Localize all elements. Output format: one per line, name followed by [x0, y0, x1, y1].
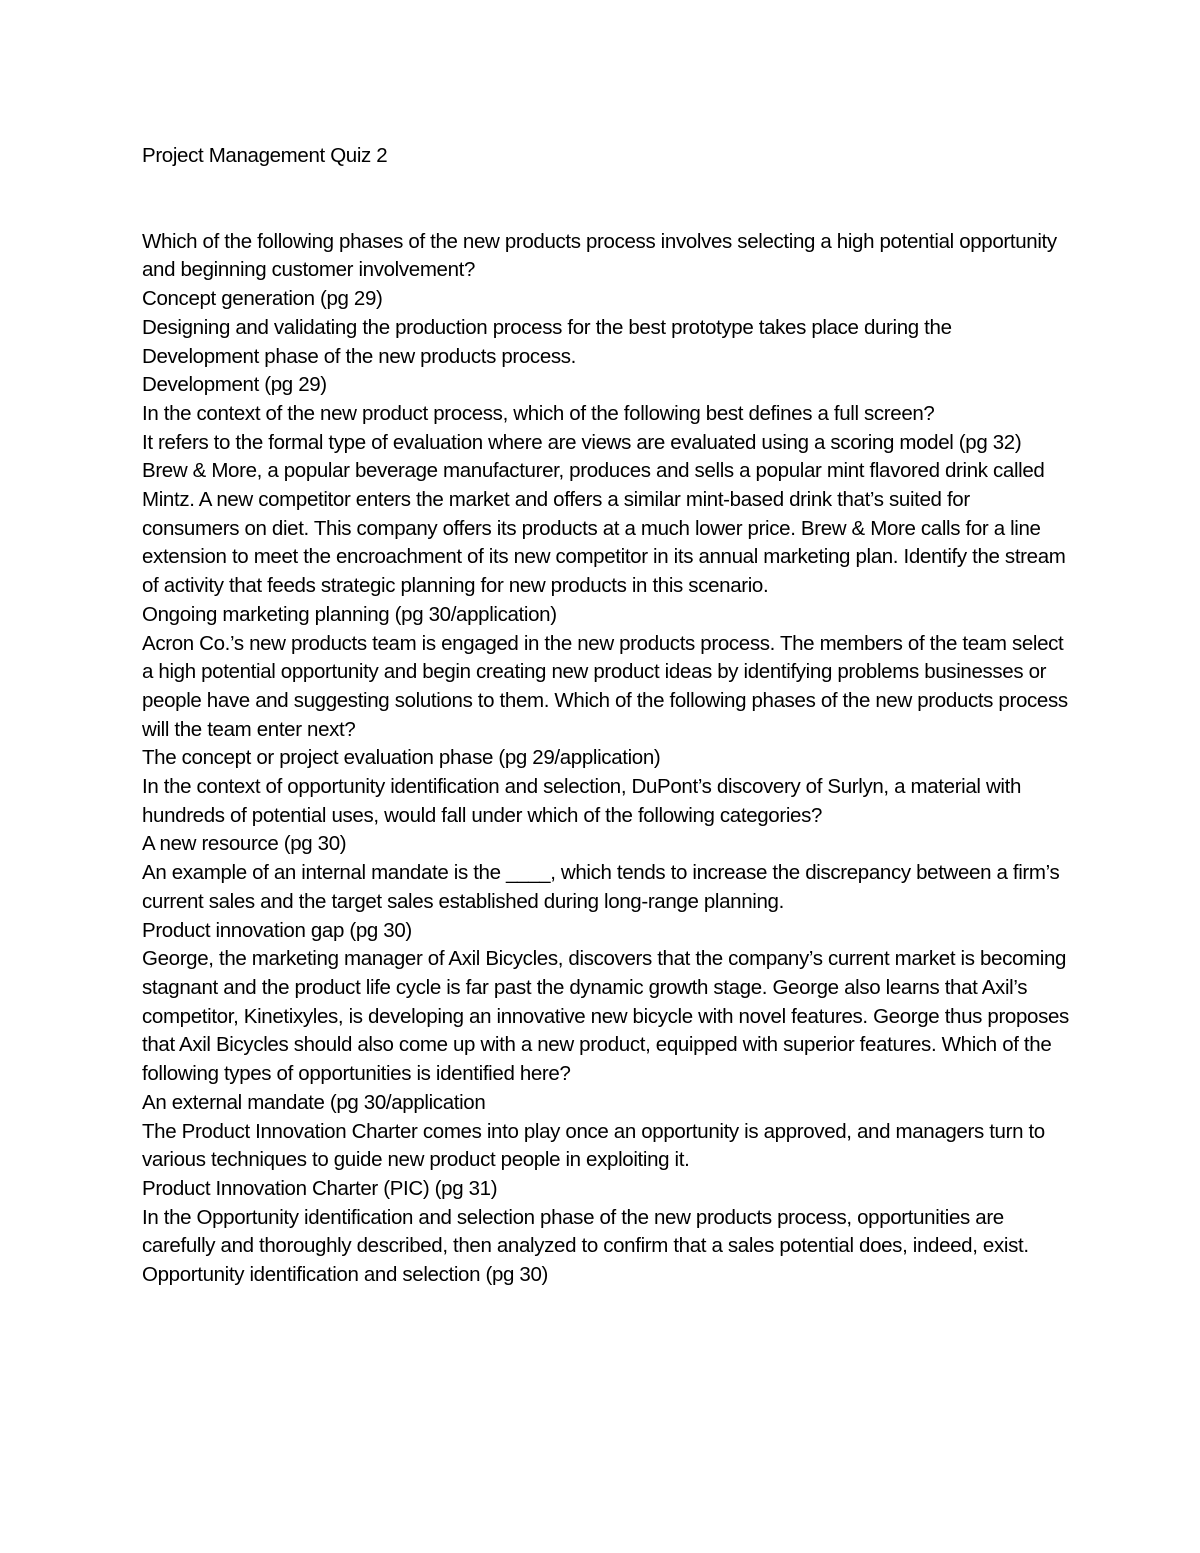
answer-1: Concept generation (pg 29): [142, 287, 383, 311]
answer-6: A new resource (pg 30): [142, 832, 347, 856]
question-2: Designing and validating the production process for the best prototype takes place during the Development phase of the new products process.: [142, 315, 952, 368]
question-7: An example of an internal mandate is the ____, which tends to increase the discrepancy between a firm’s current sales and the target sales established during long-range planning.: [142, 861, 1060, 913]
answer-7: Product innovation gap (pg 30): [142, 918, 412, 942]
question-9: The Product Innovation Charter comes into play once an opportunity is approved, and managers turn to various techniques to guide new product people in exploiting it.: [142, 1119, 1045, 1172]
question-3: In the context of the new product process, which of the following best defines a full screen?: [142, 401, 935, 425]
answer-2: Development (pg 29): [142, 373, 327, 397]
answer-4: Ongoing marketing planning (pg 30/application): [142, 602, 557, 626]
question-8: George, the marketing manager of Axil Bicycles, discovers that the company’s current market is becoming stagnant and the product life cycle is far past the dynamic growth stage. George also learns that Axil’s competitor, Kinetixyles, is developing an innovative new bicycle with novel features. George thus proposes that Axil Bicycles should also come up with a new product, equipped with superior features. Which of the following types of opportunities is identified here?: [142, 947, 1069, 1086]
question-10: In the Opportunity identification and selection phase of the new products process, opportunities are carefully and thoroughly described, then analyzed to confirm that a sales potential does, indeed, exist.: [142, 1205, 1029, 1258]
answer-9: Product Innovation Charter (PIC) (pg 31): [142, 1176, 498, 1200]
answer-3: It refers to the formal type of evaluation where are views are evaluated using a scoring model (pg 32): [142, 430, 1022, 454]
answer-10: Opportunity identification and selection (pg 30): [142, 1263, 548, 1287]
question-4: Brew & More, a popular beverage manufacturer, produces and sells a popular mint flavored drink called Mintz. A new competitor enters the market and offers a similar mint-based drink that’s suited for consumers on diet. This company offers its products at a much lower price. Brew & More calls for a line extension to meet the encroachment of its new competitor in its annual marketing plan. Identify the stream of activity that feeds strategic planning for new products in this scenario.: [142, 459, 1066, 598]
question-6: In the context of opportunity identification and selection, DuPont’s discovery of Surlyn, a material with hundreds of potential uses, would fall under which of the following categories?: [142, 775, 1022, 827]
question-5: Acron Co.’s new products team is engaged in the new products process. The members of the team select a high potential opportunity and begin creating new product ideas by identifying problems businesses or people have and suggesting solutions to them. Which of the following phases of the new products process will the team enter next?: [142, 631, 1068, 741]
document-content: [142, 142, 1072, 1290]
document-title: Project Management Quiz 2: [142, 144, 388, 167]
quiz-content: [142, 228, 1072, 1290]
answer-8: An external mandate (pg 30/application: [142, 1090, 486, 1114]
question-1: Which of the following phases of the new products process involves selecting a high potential opportunity and beginning customer involvement?: [142, 229, 1057, 282]
answer-5: The concept or project evaluation phase (pg 29/application): [142, 746, 661, 770]
